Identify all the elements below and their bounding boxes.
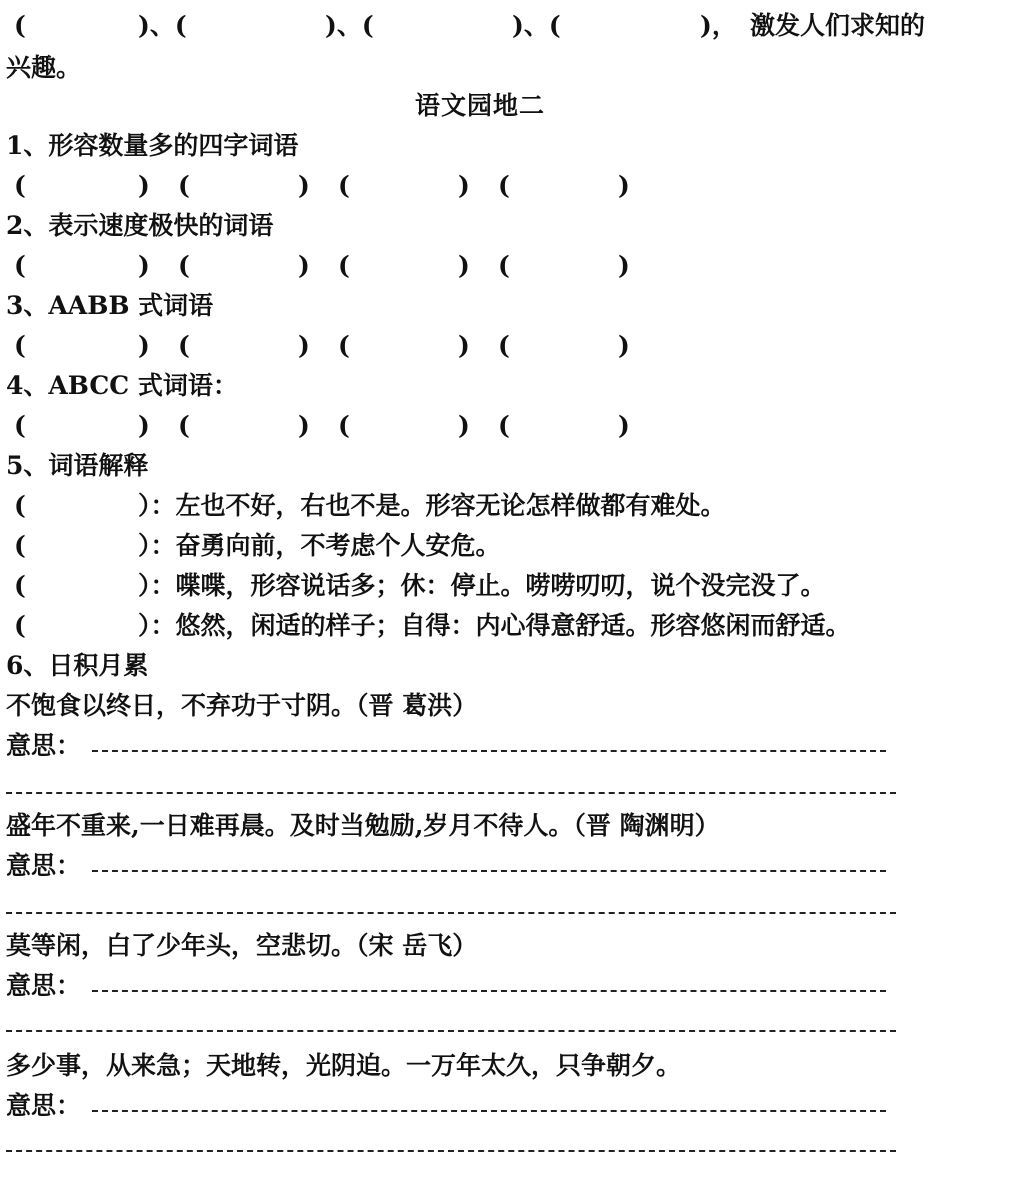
- paren-close: ): [138, 251, 150, 280]
- paren-open: (: [14, 251, 26, 280]
- section-title: 语文园地二: [414, 91, 545, 120]
- blank-row-q2: [0, 246, 700, 286]
- paren-close: )、(: [138, 11, 187, 40]
- paren-open: (: [14, 411, 26, 440]
- paren-close: ): [138, 411, 150, 440]
- paren-close: ): [298, 251, 310, 280]
- paren-close: ): [618, 331, 630, 360]
- paren-close: ): [458, 331, 470, 360]
- paren-close: )，: [700, 11, 737, 40]
- answer-line[interactable]: [92, 870, 886, 872]
- paren-close: )、(: [512, 11, 561, 40]
- answer-line[interactable]: [92, 1110, 886, 1112]
- paren-open: (: [14, 331, 26, 360]
- question-2-label: 2、表示速度极快的词语: [6, 211, 274, 240]
- meaning-row: [0, 1086, 1018, 1126]
- paren-close: ): [298, 171, 310, 200]
- paren-open: (: [498, 251, 510, 280]
- meaning-row: [0, 846, 1018, 886]
- paren-close: ): [458, 171, 470, 200]
- meaning-label: 意思：: [6, 731, 82, 760]
- definition-row: [0, 566, 1018, 606]
- meaning-row: [0, 966, 1018, 1006]
- answer-line[interactable]: [92, 990, 886, 992]
- blank-row-q4: [0, 406, 700, 446]
- paren-open: (: [338, 171, 350, 200]
- answer-line[interactable]: [6, 792, 896, 794]
- paren-open: (: [14, 11, 26, 40]
- paren-open: (: [338, 331, 350, 360]
- definition-text: ）：喋喋，形容说话多；休：停止。唠唠叨叨，说个没完没了。: [138, 571, 826, 600]
- answer-line[interactable]: [6, 1150, 896, 1152]
- paren-close: ): [458, 251, 470, 280]
- definition-row: [0, 606, 1018, 646]
- paren-open: (: [178, 411, 190, 440]
- quote: 多少事，从来急；天地转，光阴迫。一万年太久，只争朝夕。: [6, 1051, 682, 1080]
- paren-open: (: [14, 611, 26, 640]
- answer-line[interactable]: [6, 1030, 896, 1032]
- definition-row: [0, 486, 1018, 526]
- paren-open: (: [498, 411, 510, 440]
- definition-text: ）：悠然，闲适的样子；自得：内心得意舒适。形容悠闲而舒适。: [138, 611, 851, 640]
- meaning-label: 意思：: [6, 1091, 82, 1120]
- quote: 盛年不重来,一日难再晨。及时当勉励,岁月不待人。（晋 陶渊明）: [6, 811, 720, 840]
- paren-open: (: [14, 571, 26, 600]
- paren-open: (: [338, 411, 350, 440]
- paren-close: ): [138, 331, 150, 360]
- paren-close: ): [458, 411, 470, 440]
- definition-text: ）：奋勇向前，不考虑个人安危。: [138, 531, 501, 560]
- intro-line-2: 兴趣。: [6, 53, 82, 82]
- answer-line[interactable]: [92, 750, 886, 752]
- intro-tail-text: 激发人们求知的: [750, 11, 926, 40]
- question-6-label: 6、日积月累: [6, 651, 149, 680]
- paren-open: (: [498, 171, 510, 200]
- question-1-label: 1、形容数量多的四字词语: [6, 131, 299, 160]
- question-4-label: 4、ABCC 式词语：: [6, 371, 238, 400]
- paren-close: ): [618, 411, 630, 440]
- quote: 莫等闲，白了少年头，空悲切。（宋 岳飞）: [6, 931, 478, 960]
- meaning-label: 意思：: [6, 851, 82, 880]
- question-5-label: 5、词语解释: [6, 451, 149, 480]
- paren-close: ): [138, 171, 150, 200]
- paren-open: (: [14, 491, 26, 520]
- paren-close: ): [618, 251, 630, 280]
- meaning-row: [0, 726, 1018, 766]
- paren-open: (: [498, 331, 510, 360]
- paren-close: ): [298, 411, 310, 440]
- question-3-label: 3、AABB 式词语: [6, 291, 214, 320]
- definition-text: ）：左也不好，右也不是。形容无论怎样做都有难处。: [138, 491, 726, 520]
- blank-row-q3: [0, 326, 700, 366]
- paren-open: (: [178, 331, 190, 360]
- meaning-label: 意思：: [6, 971, 82, 1000]
- paren-open: (: [178, 171, 190, 200]
- intro-blank-row: [0, 6, 1018, 46]
- definition-row: [0, 526, 1018, 566]
- paren-close: )、(: [325, 11, 374, 40]
- paren-open: (: [178, 251, 190, 280]
- paren-close: ): [298, 331, 310, 360]
- paren-open: (: [14, 171, 26, 200]
- paren-open: (: [14, 531, 26, 560]
- quote: 不饱食以终日，不弃功于寸阴。（晋 葛洪）: [6, 691, 478, 720]
- answer-line[interactable]: [6, 912, 896, 914]
- blank-row-q1: [0, 166, 700, 206]
- paren-close: ): [618, 171, 630, 200]
- paren-open: (: [338, 251, 350, 280]
